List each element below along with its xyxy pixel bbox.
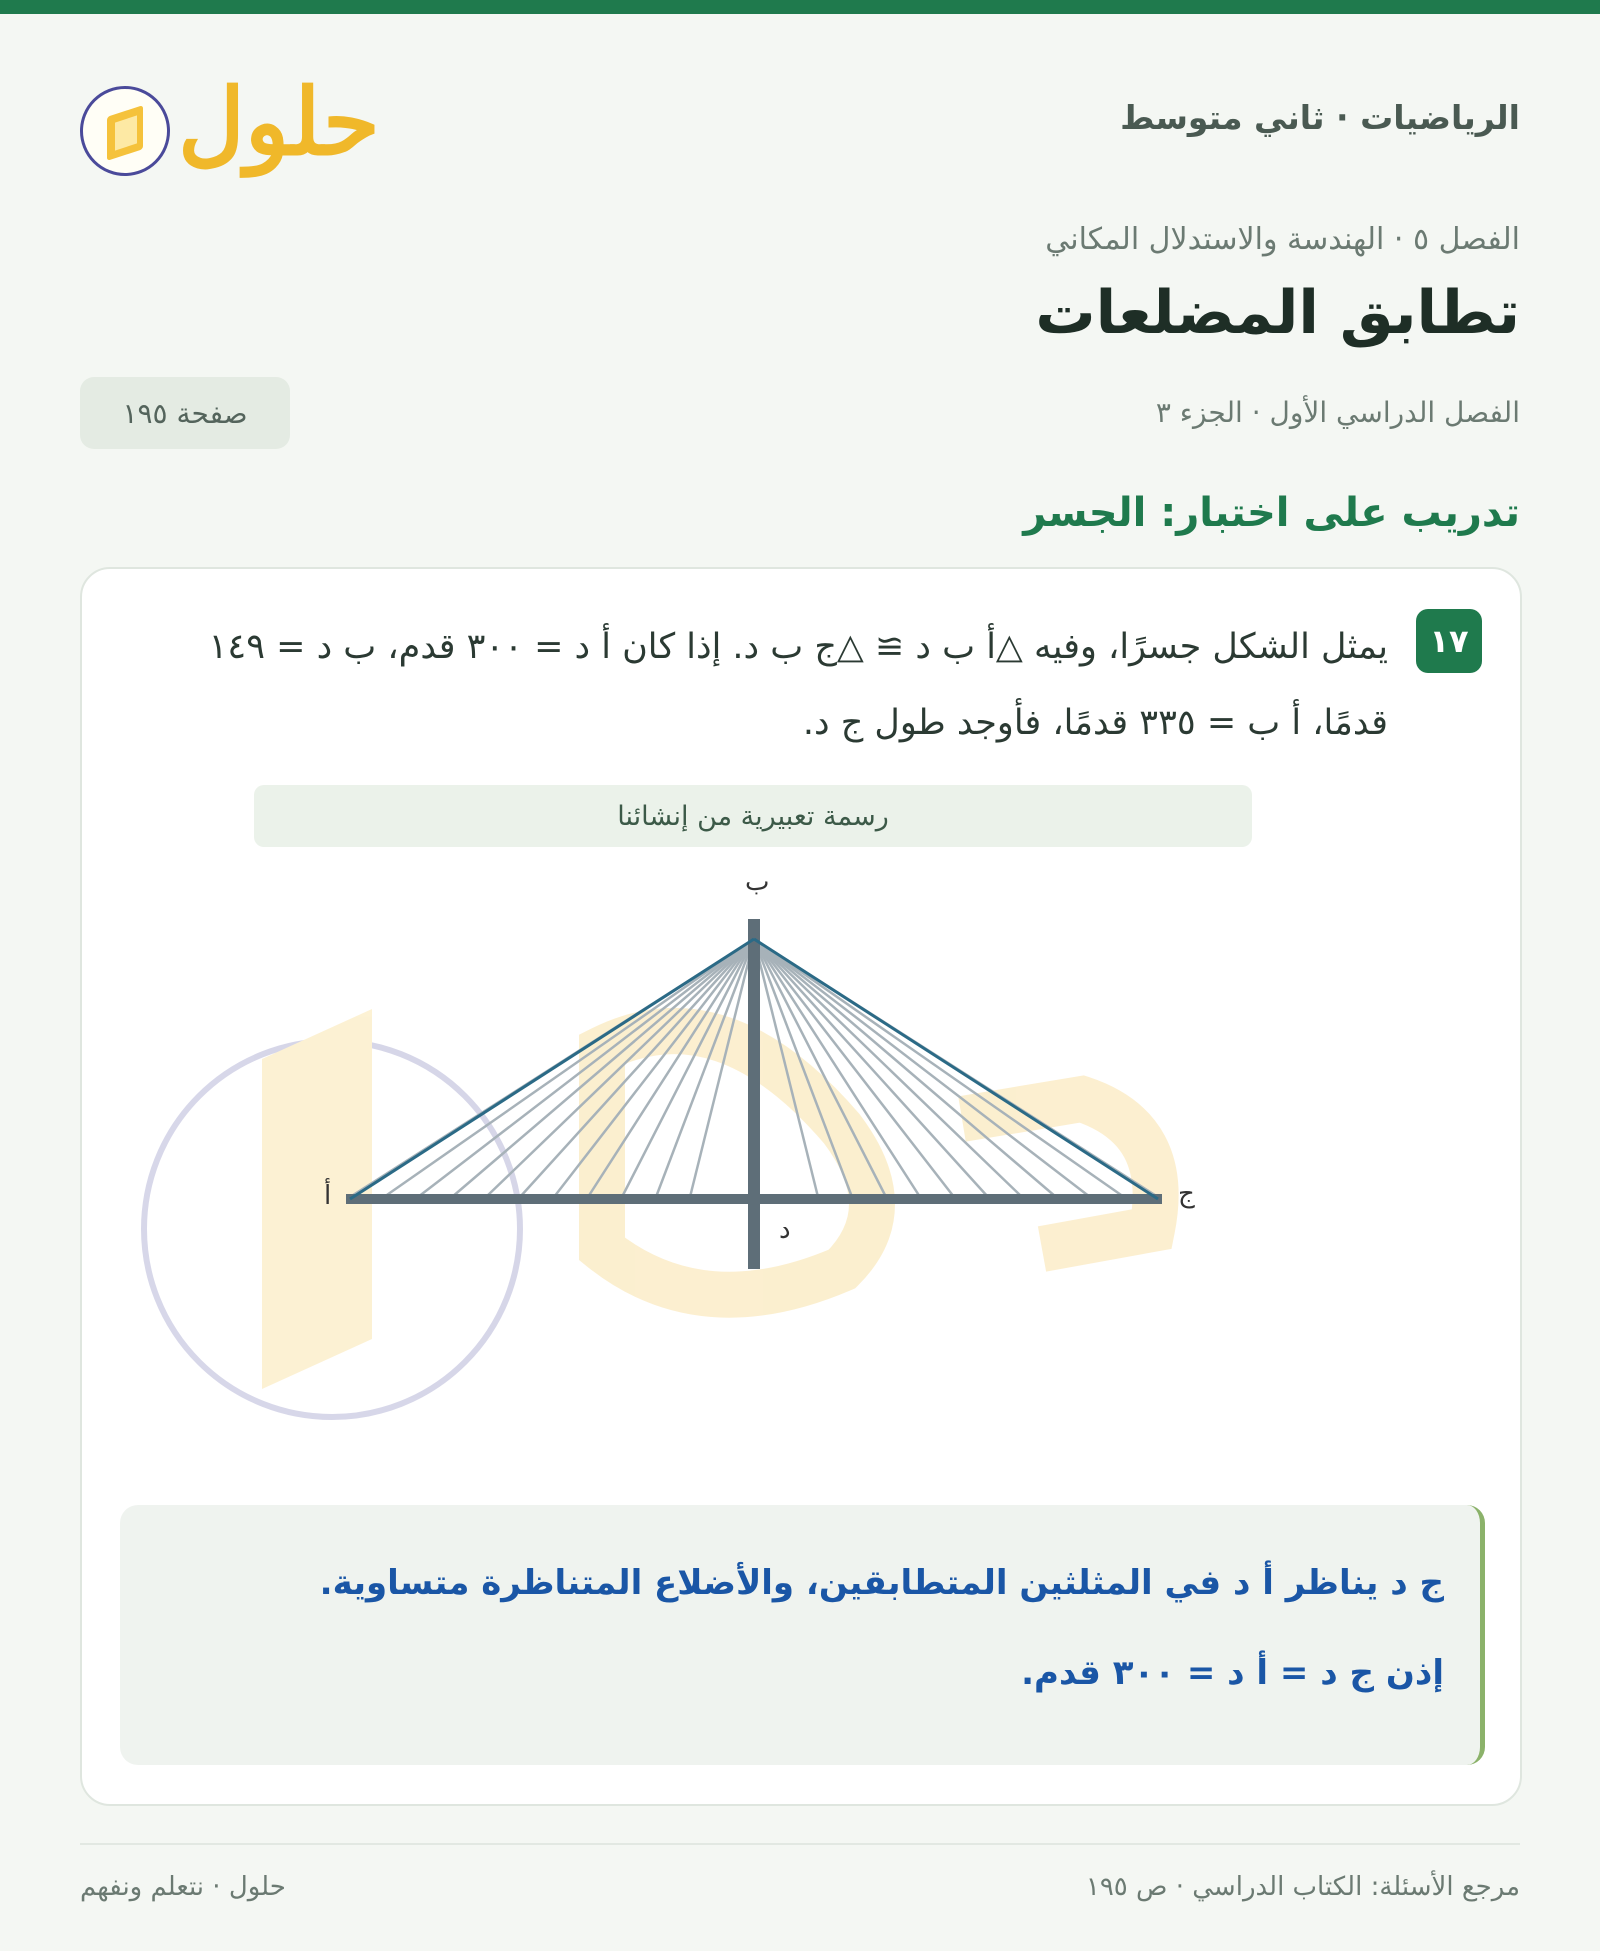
illustration-caption: رسمة تعبيرية من إنشائنا <box>254 785 1252 847</box>
logo-wordmark: حلول <box>178 68 380 176</box>
question-number-badge: ١٧ <box>1416 609 1482 673</box>
point-label-right: ج <box>1178 1179 1195 1209</box>
footer-reference: مرجع الأسئلة: الكتاب الدراسي · ص ١٩٥ <box>1085 1872 1520 1902</box>
page-number-badge: صفحة ١٩٥ <box>80 377 290 449</box>
answer-line-2: إذن ج د = أ د = ٣٠٠ قدم. <box>1021 1653 1444 1693</box>
question-text: يمثل الشكل جسرًا، وفيه △أ ب د ≅ △ج ب د. إذا كان أ د = ٣٠٠ قدم، ب د = ١٤٩ قدمًا، أ ب = ٣٣٥ قدمًا، فأوجد طول ج د. <box>208 627 1388 743</box>
bridge-diagram-svg <box>82 869 1520 1429</box>
question-card <box>80 567 1522 1806</box>
semester-label: الفصل الدراسي الأول · الجزء ٣ <box>1155 396 1520 429</box>
footer-divider <box>80 1843 1520 1845</box>
site-logo[interactable] <box>80 62 380 182</box>
page-header <box>80 62 1520 182</box>
top-accent-bar <box>0 0 1600 14</box>
bridge-diagram <box>82 869 1520 1429</box>
chapter-label: الفصل ٥ · الهندسة والاستدلال المكاني <box>1045 222 1520 257</box>
footer-tagline: حلول · نتعلم ونفهم <box>80 1872 286 1902</box>
answer-box <box>120 1505 1485 1765</box>
answer-line-1: ج د يناظر أ د في المثلثين المتطابقين، والأضلاع المتناظرة متساوية. <box>319 1563 1444 1603</box>
logo-emblem-icon <box>80 86 170 176</box>
point-label-top: ب <box>745 867 770 897</box>
section-title: تدريب على اختبار: الجسر <box>1023 490 1520 536</box>
watermark-logo <box>144 1009 1156 1417</box>
point-label-bottom: د <box>779 1215 791 1245</box>
subject-label: الرياضيات · ثاني متوسط <box>1120 98 1520 137</box>
page-title: تطابق المضلعات <box>1035 278 1520 348</box>
point-label-left: أ <box>324 1181 332 1211</box>
